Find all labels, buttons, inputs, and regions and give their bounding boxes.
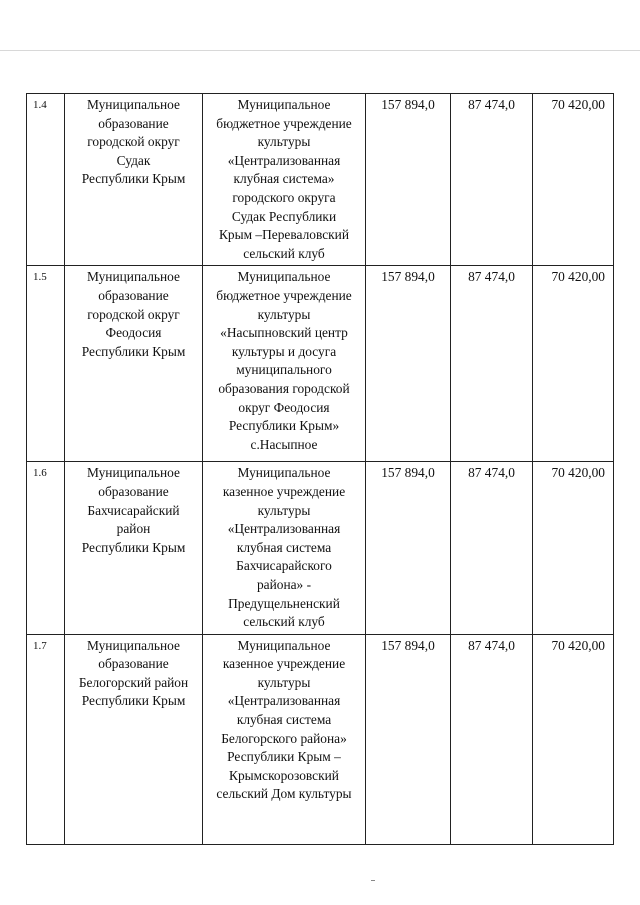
text-line: Республики Крым – [227, 749, 341, 765]
institution-cell [203, 634, 366, 844]
text-line: клубная система [236, 712, 332, 728]
table-row [27, 94, 614, 266]
regional-amount: 70 420,00 [533, 266, 614, 462]
scan-speck [371, 880, 375, 881]
text-line: Муниципальное [87, 465, 180, 481]
text-line: культуры [257, 502, 311, 518]
municipality-cell [65, 634, 203, 844]
text-line: Республики Крым [81, 693, 186, 709]
total-amount: 157 894,0 [366, 634, 451, 844]
text-line: Судак Республики [231, 208, 337, 224]
regional-amount: 70 420,00 [533, 634, 614, 844]
text-line: Белогорский район [78, 674, 189, 690]
federal-amount: 87 474,0 [451, 462, 533, 634]
text-line: «Централизованная [227, 152, 341, 168]
text-line: района» - [256, 576, 312, 592]
text-line: образования городской [218, 380, 350, 396]
text-line: городской округ [87, 306, 180, 322]
text-line: клубная система [236, 539, 332, 555]
text-line: район [116, 521, 151, 537]
text-line: Муниципальное [237, 465, 331, 481]
table-row [27, 266, 614, 462]
text-line: Республики Крым [81, 539, 186, 555]
federal-amount: 87 474,0 [451, 266, 533, 462]
text-line: Судак [116, 152, 151, 168]
table-row [27, 462, 614, 634]
text-line: Феодосия [105, 325, 162, 341]
text-line: бюджетное учреждение [216, 287, 352, 303]
text-line: сельский клуб [243, 245, 325, 261]
text-line: образование [98, 115, 169, 131]
row-number: 1.4 [27, 94, 65, 266]
budget-allocation-table [26, 93, 614, 845]
text-line: Муниципальное [87, 637, 180, 653]
text-line: Республики Крым» [228, 418, 340, 434]
text-line: культуры и досуга [231, 343, 337, 359]
text-line: образование [98, 287, 169, 303]
row-number: 1.6 [27, 462, 65, 634]
text-line: казенное учреждение [222, 483, 346, 499]
text-line: культуры [257, 674, 311, 690]
text-line: сельский Дом культуры [216, 786, 352, 802]
institution-cell [203, 94, 366, 266]
text-line: Муниципальное [237, 269, 331, 285]
text-line: образование [98, 483, 169, 499]
text-line: культуры [257, 306, 311, 322]
text-line: Муниципальное [87, 97, 180, 112]
text-line: бюджетное учреждение [216, 115, 352, 131]
row-number: 1.5 [27, 266, 65, 462]
text-line: сельский клуб [243, 614, 325, 630]
text-line: муниципального [236, 362, 332, 378]
federal-amount: 87 474,0 [451, 94, 533, 266]
text-line: Муниципальное [237, 97, 331, 112]
text-line: Бахчисарайского [236, 558, 332, 574]
total-amount: 157 894,0 [366, 462, 451, 634]
municipality-cell [65, 266, 203, 462]
institution-cell [203, 266, 366, 462]
total-amount: 157 894,0 [366, 94, 451, 266]
text-line: Муниципальное [87, 269, 180, 285]
text-line: Республики Крым [81, 171, 186, 187]
text-line: Предущельненский [228, 595, 340, 611]
text-line: округ Феодосия [238, 399, 330, 415]
text-line: образование [98, 656, 169, 672]
text-line: «Централизованная [227, 521, 341, 537]
text-line: клубная система» [233, 171, 335, 187]
total-amount: 157 894,0 [366, 266, 451, 462]
text-line: с.Насыпное [250, 436, 318, 452]
text-line: Республики Крым [81, 343, 186, 359]
text-line: «Насыпновский центр [220, 325, 348, 341]
page-top-edge [0, 50, 640, 51]
text-line: казенное учреждение [222, 656, 346, 672]
text-line: Бахчисарайский [87, 502, 180, 518]
municipality-cell [65, 94, 203, 266]
text-line: «Централизованная [227, 693, 341, 709]
text-line: Крымскорозовский [229, 767, 339, 783]
row-number: 1.7 [27, 634, 65, 844]
regional-amount: 70 420,00 [533, 94, 614, 266]
municipality-cell [65, 462, 203, 634]
text-line: городской округ [87, 134, 180, 150]
text-line: Муниципальное [237, 637, 331, 653]
text-line: городского округа [232, 189, 336, 205]
regional-amount: 70 420,00 [533, 462, 614, 634]
institution-cell [203, 462, 366, 634]
text-line: Белогорского района» [221, 730, 347, 746]
text-line: культуры [257, 134, 311, 150]
federal-amount: 87 474,0 [451, 634, 533, 844]
table-row [27, 634, 614, 844]
text-line: Крым –Переваловский [218, 227, 349, 243]
